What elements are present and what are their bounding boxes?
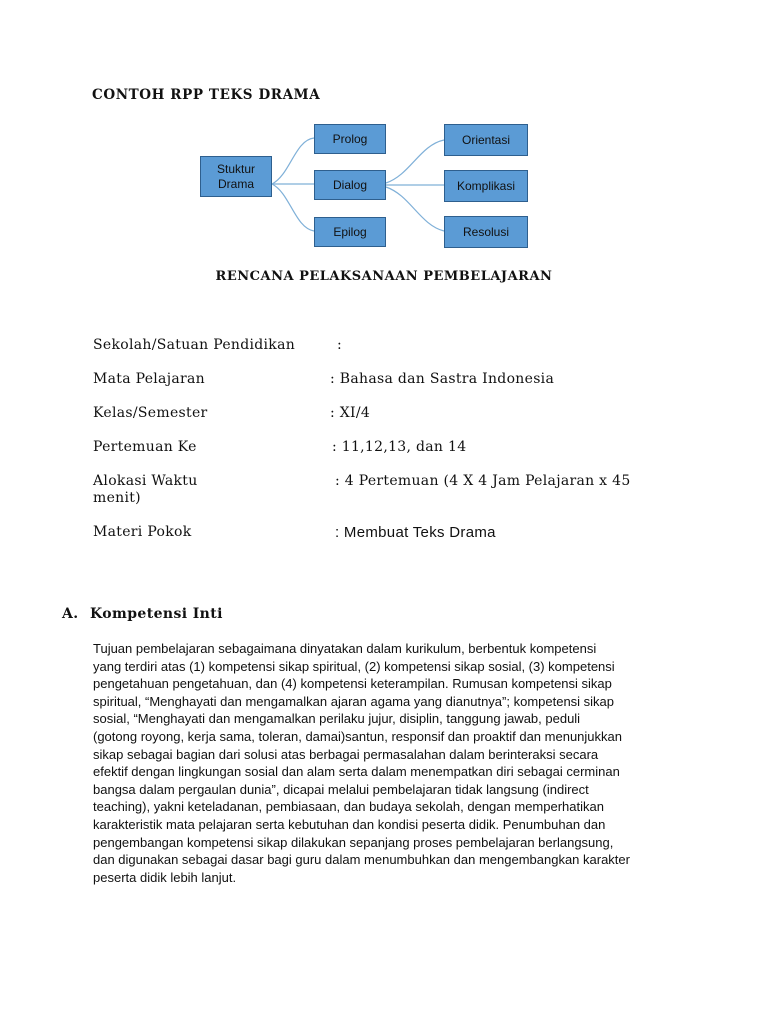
field-value-pertemuan: : 11,12,13, dan 14 (332, 439, 467, 455)
rpp-heading (0, 269, 768, 284)
diagram-box-resolusi (444, 216, 528, 248)
field-label-alokasi-waktu: Alokasi Waktu (93, 473, 198, 489)
drama-structure-diagram (0, 0, 768, 260)
paragraph-line: teaching), yakni keteladanan, pembiasaan, dan budaya sekolah, dengan memperhatikan (93, 799, 604, 815)
paragraph-line: yang terdiri atas (1) kompetensi sikap spiritual, (2) kompetensi sikap sosial, (3) kompetensi (93, 658, 615, 674)
connector-root-epilog (272, 184, 314, 231)
diagram-label-orientasi: Orientasi (461, 132, 511, 147)
paragraph-line: karakteristik mata pelajaran serta kebutuhan dan kondisi peserta didik. Penumbuhan dan (93, 816, 606, 832)
diagram-label-prolog: Prolog (332, 131, 368, 146)
paragraph-line: pengembangan kompetensi sikap dilakukan sepanjang proses pembelajaran berlangsung, (93, 834, 614, 850)
field-label-mata-pelajaran: Mata Pelajaran (93, 371, 205, 387)
connector-root-prolog (272, 138, 314, 184)
rpp-heading-text: RENCANA PELAKSANAAN PEMBELAJARAN (215, 269, 553, 284)
diagram-box-orientasi (444, 124, 528, 156)
paragraph-line: dan digunakan sebagai dasar bagi guru dalam menumbuhkan dan mengembangkan karakter (93, 852, 630, 868)
paragraph-line: Tujuan pembelajaran sebagaimana dinyatakan dalam kurikulum, berbentuk kompetensi (93, 641, 597, 656)
field-value-sekolah: : (337, 337, 343, 353)
field-value-alokasi-waktu-continuation: menit) (93, 490, 141, 506)
paragraph-line: spiritual, “Menghayati dan mengamalkan ajaran agama yang dianutnya”; kompetensi sikap (93, 693, 615, 709)
diagram-box-prolog (314, 124, 386, 154)
connector-dialog-resolusi (386, 187, 444, 231)
section-a-heading (62, 606, 223, 622)
document-title: CONTOH RPP TEKS DRAMA (92, 87, 321, 103)
paragraph-line: peserta didik lebih lanjut. (93, 869, 237, 885)
section-a-paragraph (93, 640, 683, 886)
field-label-pertemuan: Pertemuan Ke (93, 439, 197, 455)
paragraph-line: efektif dengan lingkungan sosial dan alam serta dalam menempatkan diri sebagai cerminan (93, 764, 620, 780)
paragraph-line: sikap sebagai bagian dari solusi atas berbagai permasalahan dalam berinteraksi secara (93, 746, 599, 762)
field-label-kelas-semester: Kelas/Semester (93, 405, 208, 421)
diagram-box-epilog (314, 217, 386, 247)
diagram-label-dialog: Dialog (332, 177, 368, 192)
section-a-marker: A. (62, 606, 79, 622)
diagram-label-resolusi: Resolusi (462, 224, 510, 239)
paragraph-line: pengetahuan pengetahuan, dan (4) kompetensi keterampilan. Rumusan kompetensi sikap (93, 676, 612, 692)
diagram-label-komplikasi: Komplikasi (456, 178, 516, 193)
connector-dialog-orientasi (386, 140, 444, 183)
diagram-root-box (200, 156, 272, 197)
field-value-alokasi-waktu: : 4 Pertemuan (4 X 4 Jam Pelajaran x 45 (335, 473, 631, 489)
field-value-mata-pelajaran: : Bahasa dan Sastra Indonesia (330, 371, 555, 387)
paragraph-line: sosial, “Menghayati dan mengamalkan perilaku jujur, disiplin, tanggung jawab, peduli (93, 711, 581, 727)
diagram-root-label: Stuktur Drama (216, 161, 255, 191)
field-label-materi-pokok: Materi Pokok (93, 524, 192, 540)
field-label-sekolah: Sekolah/Satuan Pendidikan (93, 337, 296, 353)
section-a-title: Kompetensi Inti (90, 606, 223, 622)
diagram-box-dialog (314, 170, 386, 200)
diagram-box-komplikasi (444, 170, 528, 202)
field-value-materi-pokok: : Membuat Teks Drama (335, 524, 496, 541)
field-value-kelas-semester: : XI/4 (330, 405, 371, 421)
paragraph-line: bangsa dalam pergaulan dunia”, dicapai melalui pembelajaran tidak langsung (indirect (93, 781, 589, 797)
paragraph-line: (gotong royong, kerja sama, toleran, damai)santun, responsif dan proaktif dan menunjukkan (93, 728, 622, 744)
diagram-label-epilog: Epilog (333, 224, 367, 239)
